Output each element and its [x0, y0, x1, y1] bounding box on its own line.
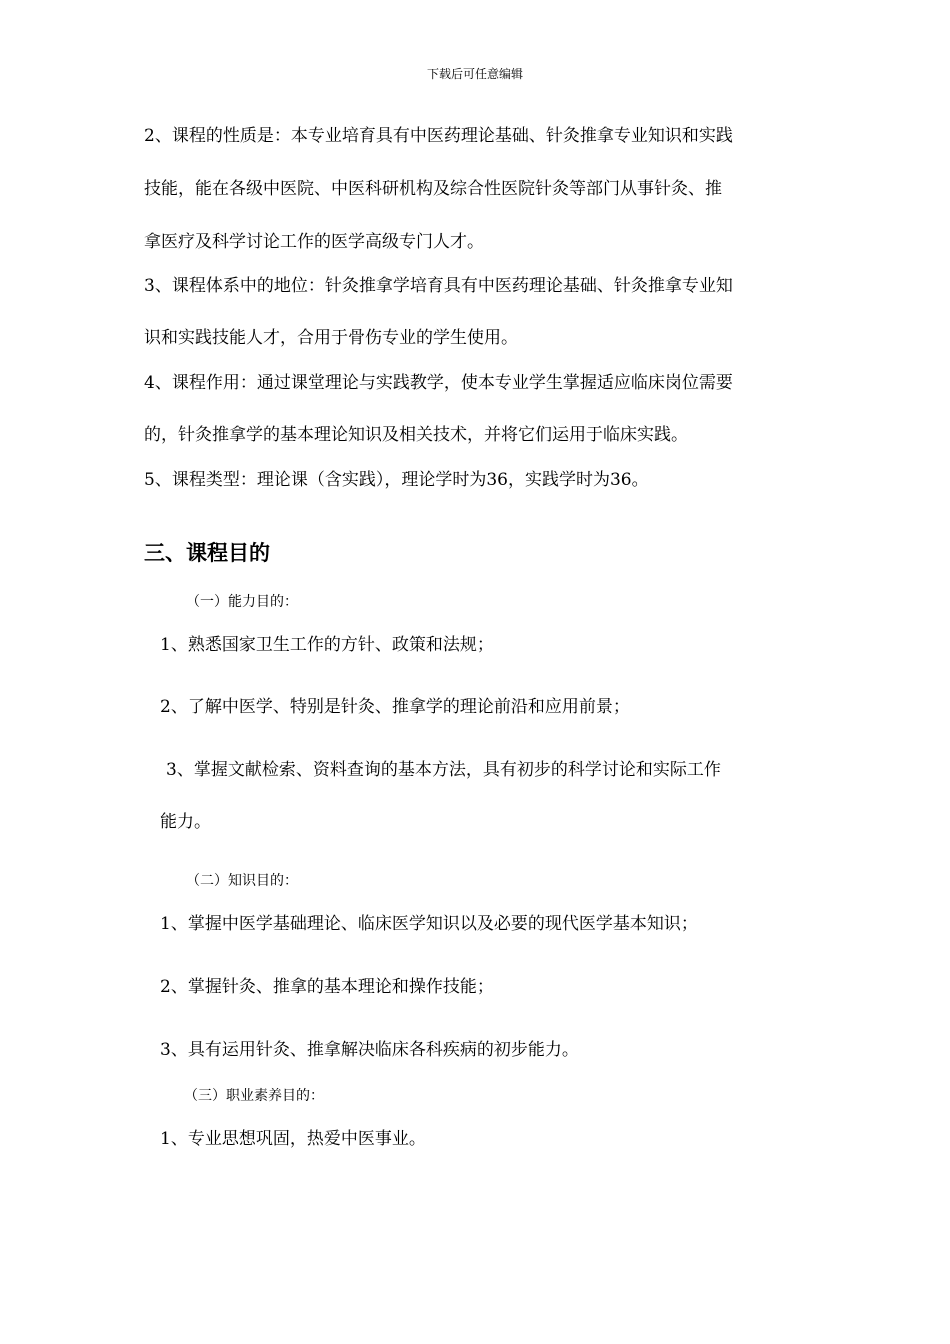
objective-item: 3、具有运用针灸、推拿解决临床各科疾病的初步能力。	[160, 1040, 579, 1060]
paragraph-line: 的，针灸推拿学的基本理论知识及相关技术，并将它们运用于临床实践。	[144, 425, 688, 445]
objective-item: 2、了解中医学、特别是针灸、推拿学的理论前沿和应用前景；	[160, 697, 630, 717]
objective-item: 2、掌握针灸、推拿的基本理论和操作技能；	[160, 977, 494, 997]
objective-item: 能力。	[160, 812, 211, 832]
knowledge-objectives-label: （二）知识目的：	[186, 873, 298, 889]
objective-item: 1、熟悉国家卫生工作的方针、政策和法规；	[160, 635, 494, 655]
objective-item: 1、专业思想巩固，热爱中医事业。	[160, 1129, 426, 1149]
objective-item: 1、掌握中医学基础理论、临床医学知识以及必要的现代医学基本知识；	[160, 914, 698, 934]
page-header-note: 下载后可任意编辑	[426, 67, 523, 81]
paragraph-line: 2、课程的性质是：本专业培育具有中医药理论基础、针灸推拿专业知识和实践	[144, 126, 733, 146]
paragraph-line: 识和实践技能人才，合用于骨伤专业的学生使用。	[144, 328, 518, 348]
paragraph-line: 4、课程作用：通过课堂理论与实践教学，使本专业学生掌握适应临床岗位需要	[144, 373, 733, 393]
objective-item: 3、掌握文献检索、资料查询的基本方法，具有初步的科学讨论和实际工作	[166, 760, 721, 780]
paragraph-line: 技能，能在各级中医院、中医科研机构及综合性医院针灸等部门从事针灸、推	[144, 179, 722, 199]
section-heading: 三、课程目的	[144, 541, 270, 565]
paragraph-line: 5、课程类型：理论课（含实践），理论学时为36，实践学时为36。	[144, 470, 649, 490]
paragraph-line: 3、课程体系中的地位：针灸推拿学培育具有中医药理论基础、针灸推拿专业知	[144, 276, 733, 296]
ability-objectives-label: （一）能力目的：	[186, 594, 298, 610]
paragraph-line: 拿医疗及科学讨论工作的医学高级专门人才。	[144, 232, 484, 252]
professional-objectives-label: （三）职业素养目的：	[184, 1088, 324, 1104]
